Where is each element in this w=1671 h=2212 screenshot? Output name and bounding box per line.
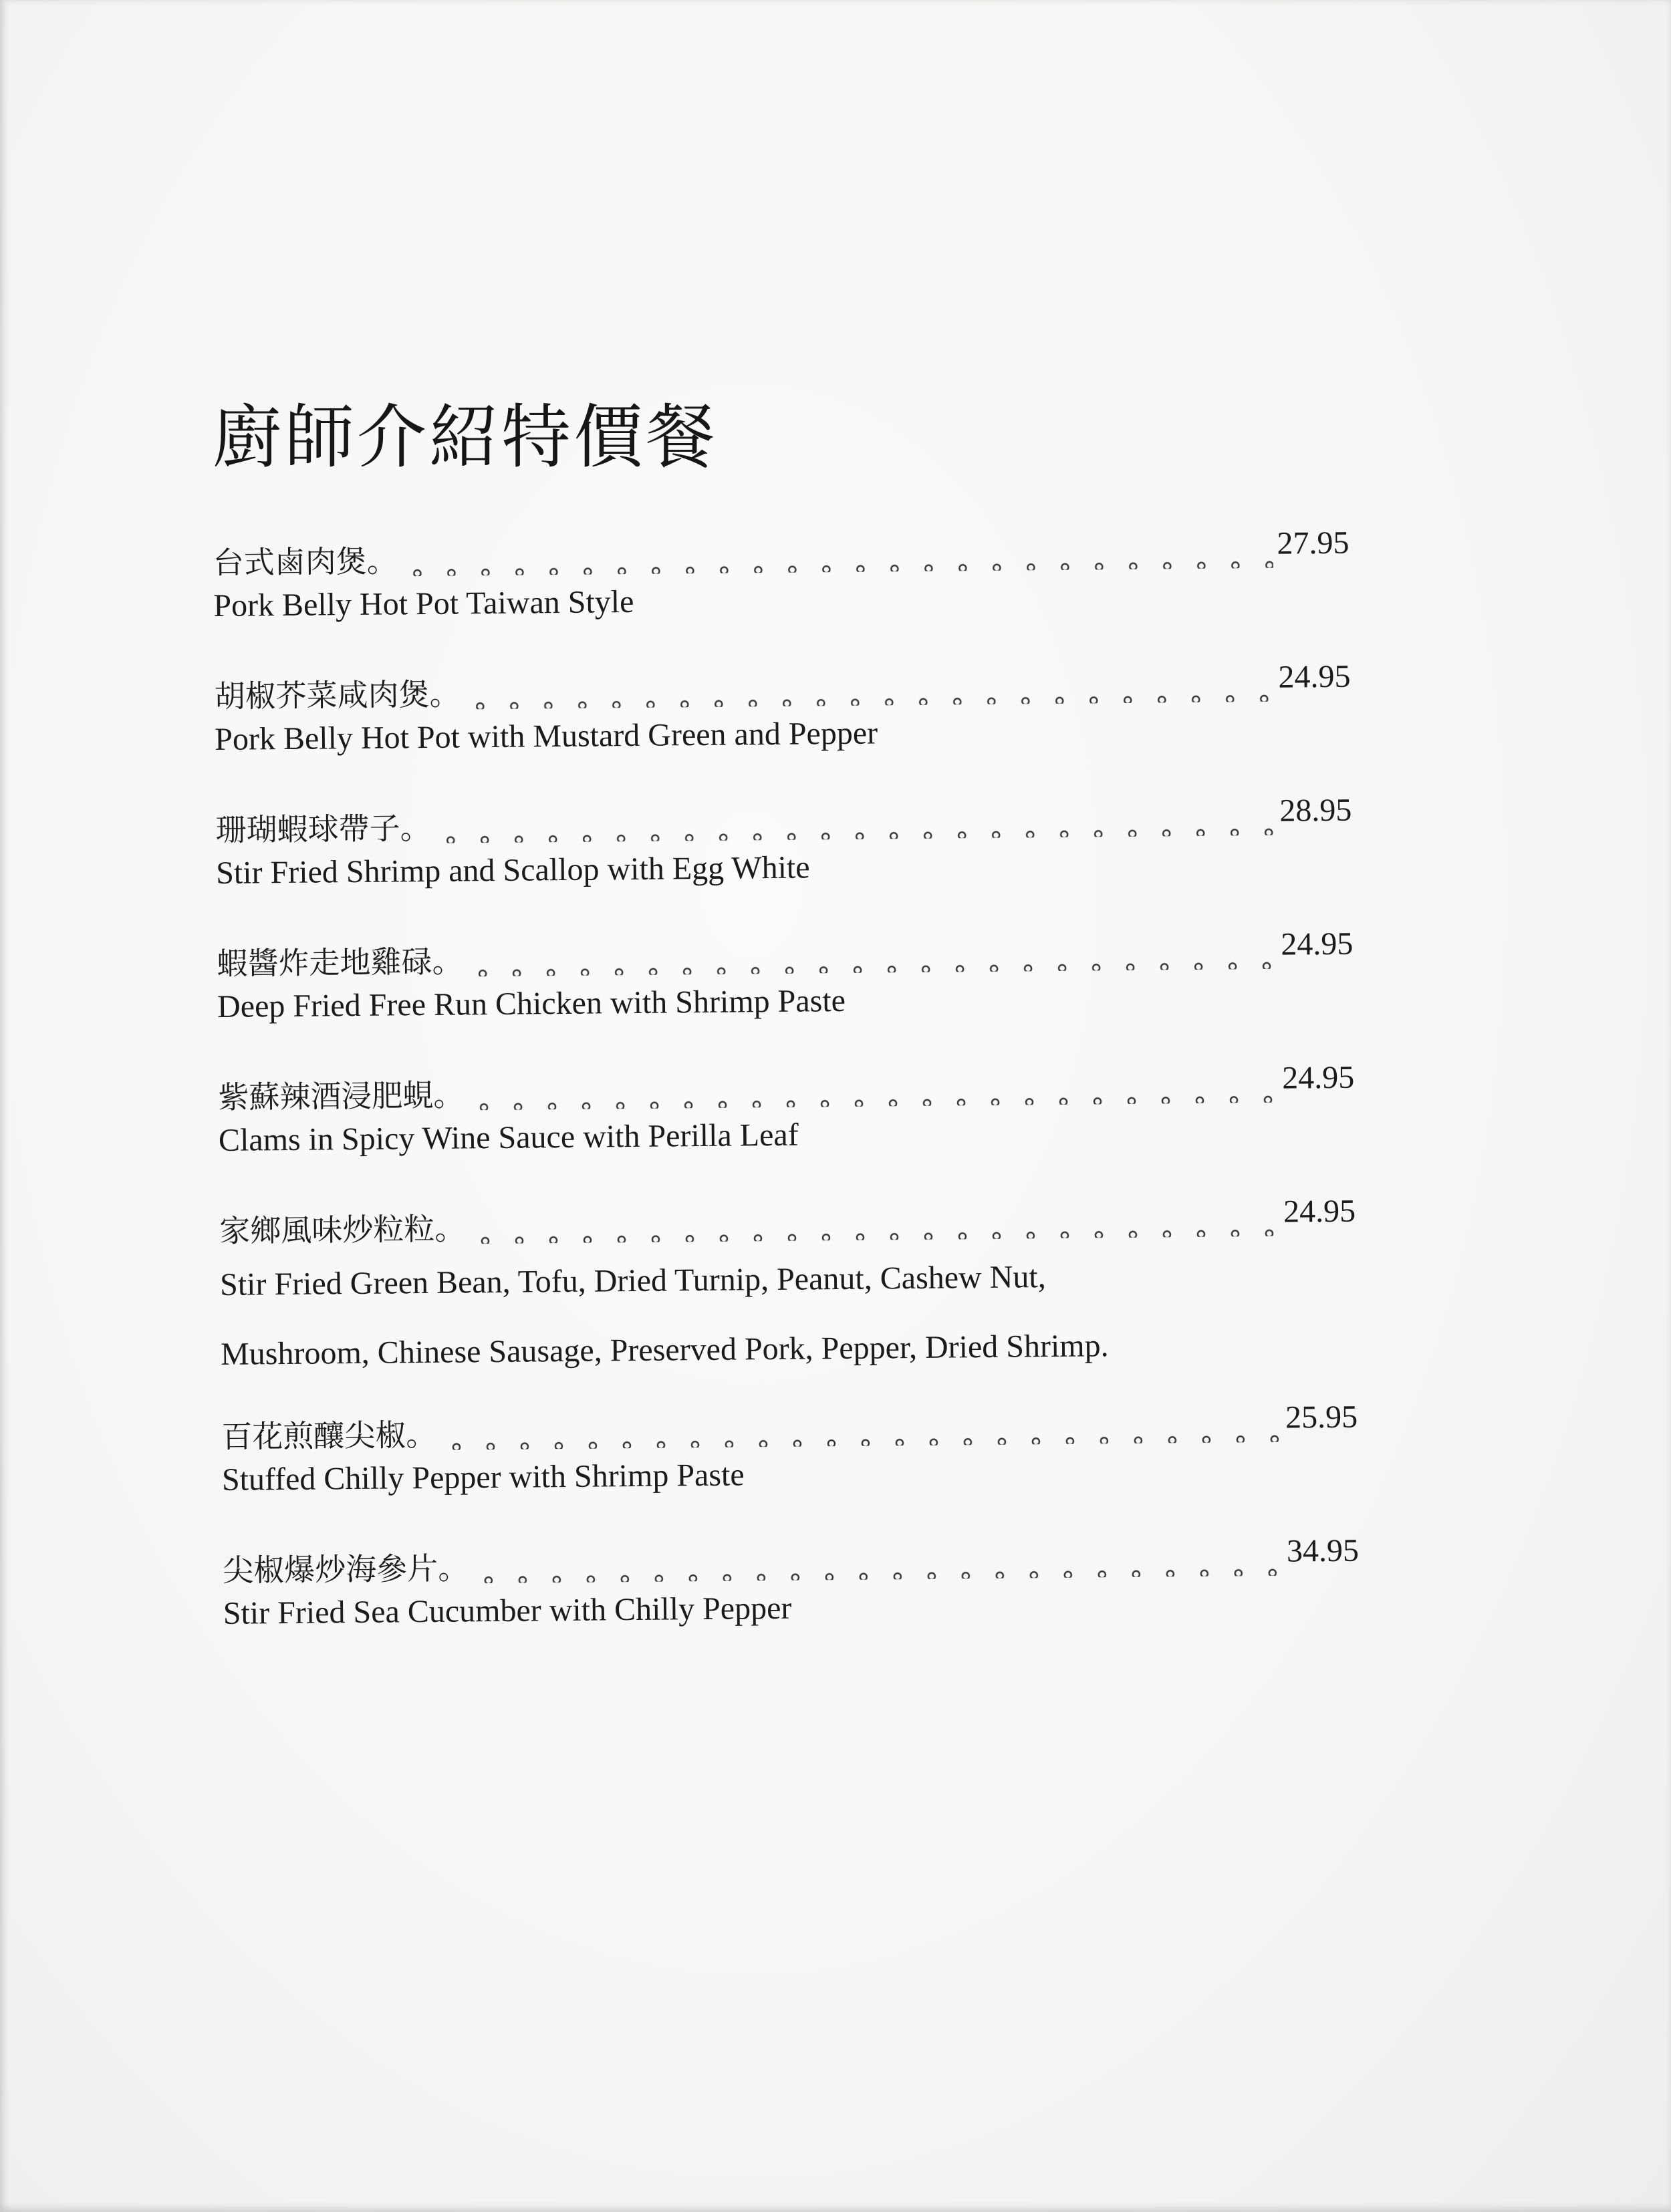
menu-item-line [218,1035,1355,1113]
dish-name-chinese: 紫蘇辣酒浸肥蜆。 [218,1077,465,1115]
dish-price: 28.95 [1279,792,1352,829]
dish-name-chinese: 蝦醬炸走地雞碌。 [217,943,463,982]
dish-name-chinese: 百花煎釀尖椒。 [221,1416,437,1455]
dish-name-chinese: 尖椒爆炒海參片。 [222,1550,469,1588]
menu-title: 廚師介紹特價餐 [213,396,719,478]
dish-name-english-line: Stir Fried Green Bean, Tofu, Dried Turnip, Peanut, Cashew Nut, [219,1259,1046,1302]
dish-name-english [215,701,1352,779]
dish-name-english-line: Stir Fried Sea Cucumber with Chilly Pepper [223,1590,792,1631]
dish-name-english-line: Pork Belly Hot Pot with Mustard Green and Pepper [215,715,878,757]
dish-name-english-line: Pork Belly Hot Pot Taiwan Style [213,583,634,624]
menu-item [219,1169,1358,1385]
dish-name-english-line: Deep Fried Free Run Chicken with Shrimp Paste [217,982,846,1024]
dish-name-english-line: Stir Fried Shrimp and Scallop with Egg White [215,849,810,891]
dish-name-chinese: 珊瑚蝦球帶子。 [215,809,431,848]
dish-name-chinese: 家鄉風味炒粒粒。 [219,1210,466,1249]
dish-price: 25.95 [1285,1399,1358,1435]
menu-item [218,1035,1356,1180]
dish-name-english [217,968,1354,1046]
dish-name-english [223,1575,1360,1653]
menu-item [217,902,1354,1046]
menu-item [213,501,1350,645]
dish-name-chinese: 台式鹵肉煲。 [213,543,398,581]
dish-name-english [213,567,1350,645]
menu-item-line [222,1508,1359,1586]
dish-name-chinese: 胡椒芥菜咸肉煲。 [214,676,461,714]
dish-name-english-line: Clams in Spicy Wine Sauce with Perilla Leaf [218,1117,799,1158]
menu-item [214,634,1352,779]
dish-price: 24.95 [1281,926,1354,962]
dish-name-english-line: Mushroom, Chinese Sausage, Preserved Pork, Pepper, Dried Shrimp. [220,1328,1109,1372]
menu-item-line [214,634,1351,712]
menu-item-line [213,501,1349,581]
menu-item-line [221,1375,1358,1455]
menu-item-line [215,768,1352,848]
dish-name-english-line: Stuffed Chilly Pepper with Shrimp Paste [221,1457,745,1498]
menu-list [213,501,1360,1653]
dish-name-english [216,835,1353,912]
menu-item-line [217,902,1354,982]
dish-name-english [220,1244,1358,1385]
dot-leader [465,1206,1279,1244]
dish-price: 24.95 [1278,658,1351,695]
dish-price: 24.95 [1283,1193,1356,1230]
dish-price: 34.95 [1286,1532,1360,1569]
menu-item [215,768,1353,912]
menu-item-line [219,1169,1356,1249]
dish-price: 27.95 [1277,525,1349,561]
dish-price: 24.95 [1281,1059,1355,1096]
menu-item [221,1375,1359,1519]
dish-name-english [219,1102,1356,1180]
dish-name-english [222,1441,1359,1519]
menu-item [222,1508,1360,1653]
